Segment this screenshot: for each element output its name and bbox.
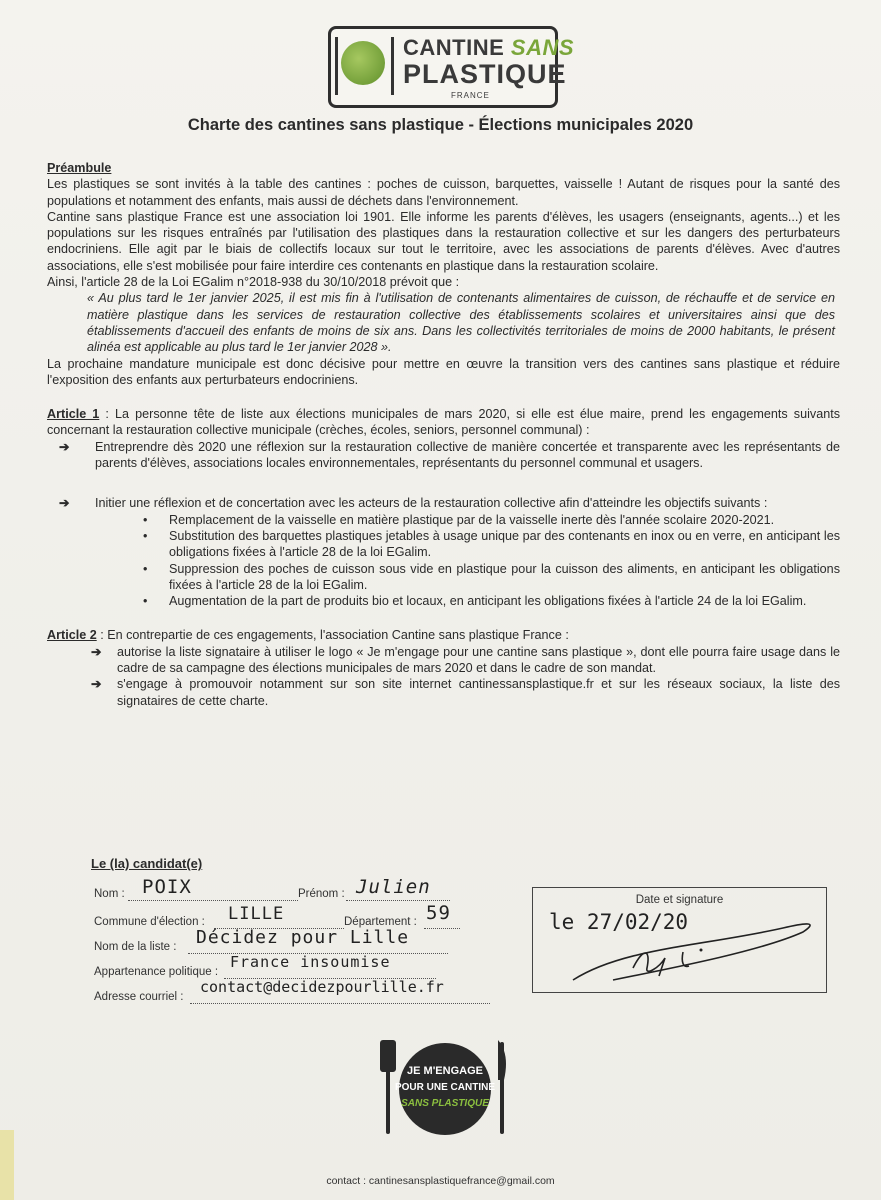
signature-label: Date et signature (635, 894, 724, 906)
candidate-heading: Le (la) candidat(e) (91, 856, 203, 871)
preambule-paragraph-1: Les plastiques se sont invités à la table des cantines : poches de cuisson, barquettes, vaisselle ! Autant de risques pour la santé des populations et notamment des enfants, mais aussi de déchets dans l'environnement. (47, 177, 840, 208)
article-1-arrow-item: ➔ Initier une réflexion et de concertation avec les acteurs de la restauration collective afin d'atteindre les objectifs suivants : (59, 496, 768, 511)
arrow-right-icon: ➔ (59, 496, 70, 511)
preambule-paragraph-3: Ainsi, l'article 28 de la Loi EGalim n°2018-938 du 30/10/2018 prévoit que : (47, 275, 460, 290)
arrow-right-icon: ➔ (59, 439, 70, 454)
signature-box[interactable] (532, 887, 827, 993)
appartenance-field[interactable]: France insoumise (230, 953, 391, 971)
arrow-right-icon: ➔ (91, 644, 102, 659)
article-1-heading: Article 1 (47, 407, 100, 422)
badge-line-2: POUR UNE CANTINE (394, 1082, 496, 1093)
article-2-arrow-item: ➔ s'engage à promouvoir notamment sur son site internet cantinessansplastique.fr et sur les réseaux sociaux, la liste des signataires de cette charte. (91, 677, 840, 708)
background-edge (0, 1130, 14, 1200)
badge-line-3: SANS PLASTIQUE (401, 1098, 489, 1109)
commune-label: Commune d'élection : (94, 916, 205, 928)
article-1-arrow-item: ➔ Entreprendre dès 2020 une réflexion sur la restauration collective de manière concertée et transparente avec les représentants de parents d'élèves, associations locales environnementales, représentants du personnel communal et usagers. (59, 439, 840, 471)
prenom-field[interactable]: Julien (356, 876, 431, 898)
knife-icon (391, 37, 394, 95)
preambule-paragraph-4: La prochaine mandature municipale est donc décisive pour mettre en œuvre la transition vers des cantines sans plastique et réduire l'exposition des enfants aux perturbateurs endocriniens. (47, 356, 840, 387)
adresse-label: Adresse courriel : (94, 991, 184, 1003)
fork-icon (380, 1040, 396, 1072)
fork-icon (335, 37, 338, 95)
article-1-intro: Article 1 : La personne tête de liste aux élections municipales de mars 2020, si elle est élue maire, prend les engagements suivants concernant la restauration collective municipale (crèches, écoles, seniors, personnel communal) : (47, 407, 840, 438)
list-item: • Remplacement de la vaisselle en matière plastique par de la vaisselle inerte dès l'année scolaire 2020-2021. (135, 512, 840, 528)
egalim-quote: « Au plus tard le 1er janvier 2025, il est mis fin à l'utilisation de contenants alimentaires de cuisson, de réchauffe et de service en matière plastique dans les services de restauration collective des établissements scolaires et universitaires ainsi que des établissements d'accueil des enfants de moins de six ans. Dans les collectivités territoriales de moins de 2000 habitants, le présent alinéa est applicable au plus tard le 1er janvier 2028 ». (87, 291, 835, 355)
liste-field[interactable]: Décidez pour Lille (196, 927, 410, 948)
cantine-sans-plastique-logo (328, 26, 575, 108)
departement-field[interactable]: 59 (426, 902, 451, 924)
badge-line-1: JE M'ENGAGE (407, 1065, 483, 1077)
globe-icon (341, 41, 385, 85)
liste-label: Nom de la liste : (94, 941, 177, 953)
list-item: • Substitution des barquettes plastiques jetables à usage unique par des contenants en inox ou en verre, en anticipant les obligations fixées à l'article 28 de la loi EGalim. (135, 528, 840, 561)
departement-label: Département : (344, 916, 417, 928)
commune-field[interactable]: LILLE (228, 904, 285, 924)
handwritten-signature (533, 888, 826, 992)
article-2-arrow-item: ➔ autorise la liste signataire à utiliser le logo « Je m'engage pour une cantine sans plastique », dont elle pourra faire usage dans le cadre de sa campagne des élections municipales de mars 2020 et dans le cadre de son mandat. (91, 644, 840, 676)
preambule-heading: Préambule (47, 161, 112, 175)
logo-line-2: PLASTIQUE (403, 59, 567, 89)
logo-line-3: FRANCE (451, 91, 490, 100)
logo-line-1: CANTINE SANS (403, 35, 575, 60)
adresse-field[interactable]: contact@decidezpourlille.fr (200, 978, 444, 996)
charter-body (47, 160, 840, 709)
objectives-list (135, 512, 840, 610)
list-item: • Suppression des poches de cuisson sous vide en plastique pour la cuisson des aliments, en anticipant les obligations fixées à l'article 28 de la loi EGalim. (135, 561, 840, 594)
knife-icon (498, 1040, 506, 1080)
engagement-badge (380, 1034, 510, 1144)
article-2-intro: Article 2 : En contrepartie de ces engagements, l'association Cantine sans plastique France : (47, 628, 569, 643)
page-title: Charte des cantines sans plastique - Élections municipales 2020 (187, 116, 694, 134)
appartenance-label: Appartenance politique : (94, 966, 219, 978)
signature-date: le 27/02/20 (549, 910, 689, 934)
arrow-right-icon: ➔ (91, 677, 102, 692)
nom-label: Nom : (94, 888, 125, 900)
article-2-heading: Article 2 (47, 628, 97, 643)
footer-contact: contact : cantinesansplastiquefrance@gmail.com (326, 1175, 555, 1187)
preambule-paragraph-2: Cantine sans plastique France est une association loi 1901. Elle informe les parents d'élèves, les usagers (enseignants, agents...) et les populations sur les risques entraînés par l'utilisation des plastiques dans la restauration collective et sur les dangers des perturbateurs endocriniens. Elle agit par le biais de collectifs locaux sur tout le territoire, avec les associations de parents d'élèves. Avec d'autres associations, elle s'est mobilisée pour faire interdire ces contenants en plastique dans la restauration scolaire. (47, 209, 840, 273)
prenom-label: Prénom : (298, 888, 345, 900)
list-item: • Augmentation de la part de produits bio et locaux, en anticipant les obligations fixées à l'article 24 de la loi EGalim. (135, 593, 840, 609)
nom-field[interactable]: POIX (142, 876, 192, 898)
